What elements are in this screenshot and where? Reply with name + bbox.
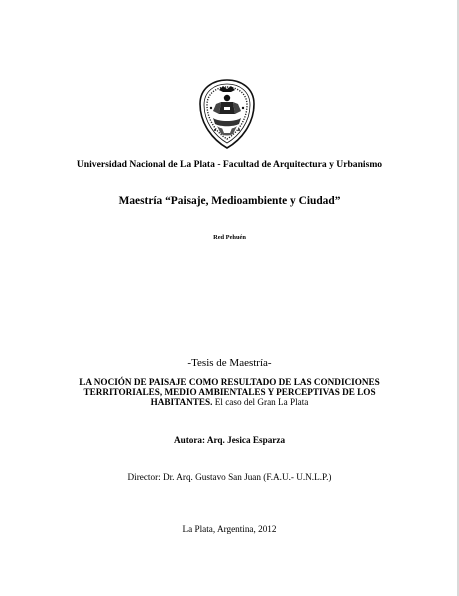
author-line: Autora: Arq. Jesica Esparza bbox=[173, 435, 286, 445]
thesis-label: -Tesis de Maestría- bbox=[187, 357, 272, 369]
thesis-title-habitantes: HABITANTES. bbox=[150, 397, 213, 408]
network-label: Red Pehuén bbox=[213, 234, 246, 241]
thesis-title-line-3 bbox=[60, 397, 399, 407]
thesis-title-line-1: LA NOCIÓN DE PAISAJE COMO RESULTADO DE LAS CONDICIONES bbox=[79, 377, 380, 387]
director-line: Director: Dr. Arq. Gustavo San Juan (F.A.U.- U.N.L.P.) bbox=[127, 472, 332, 482]
program-title: Maestría “Paisaje, Medioambiente y Ciudad” bbox=[118, 195, 341, 207]
university-heading: Universidad Nacional de La Plata - Facultad de Arquitectura y Urbanismo bbox=[76, 159, 383, 170]
thesis-title-line-2: TERRITORIALES, MEDIO AMBIENTALES Y PERCEPTIVAS DE LOS bbox=[83, 387, 376, 398]
place-date-line: La Plata, Argentina, 2012 bbox=[182, 524, 277, 534]
thesis-title-case: El caso del Gran La Plata bbox=[212, 397, 309, 408]
university-seal-icon bbox=[197, 78, 257, 150]
thesis-title bbox=[60, 377, 399, 408]
